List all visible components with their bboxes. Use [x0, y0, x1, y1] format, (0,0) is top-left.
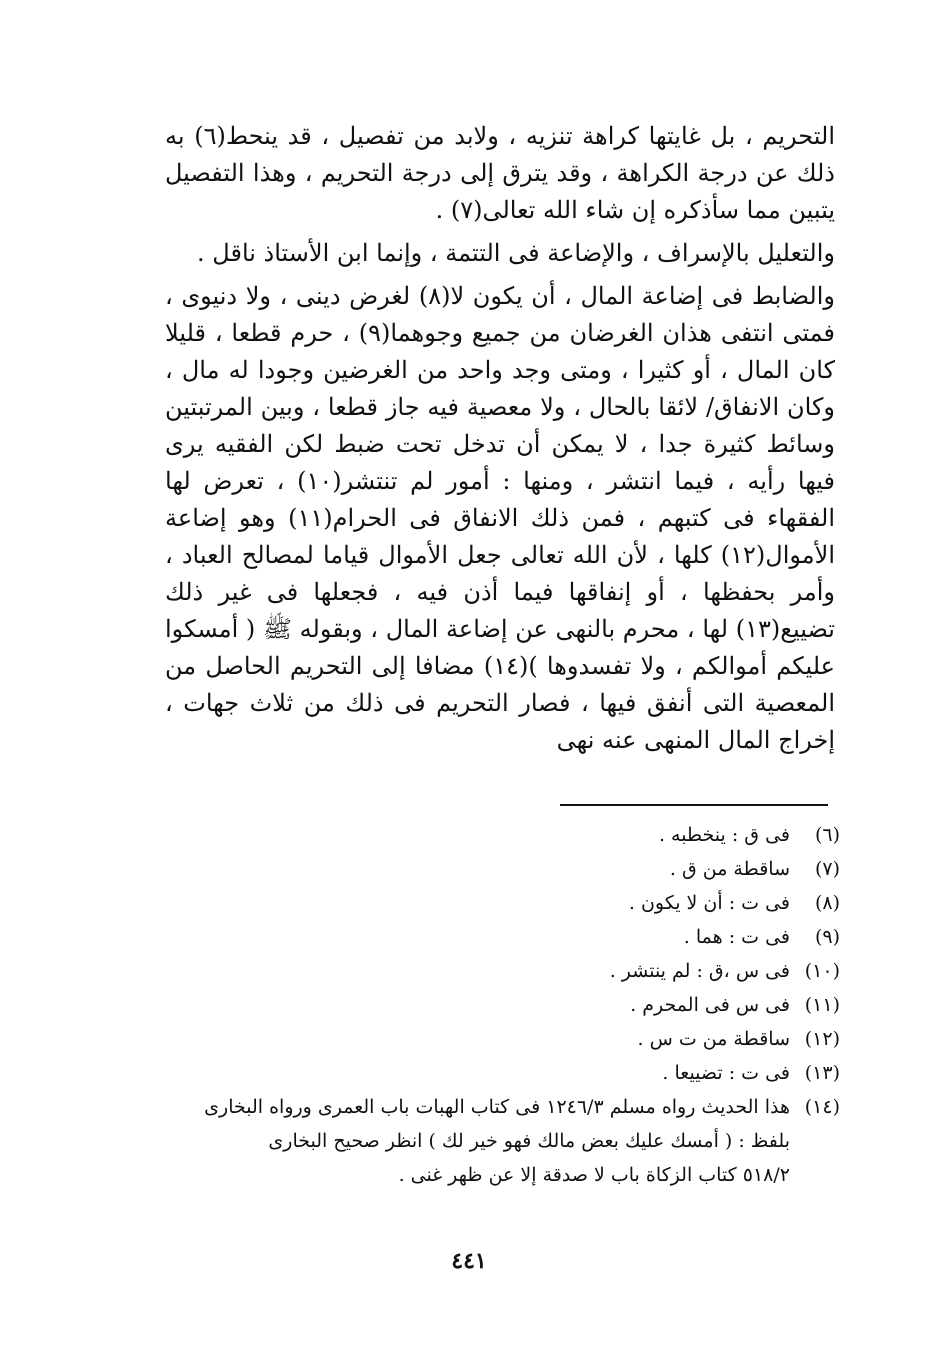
footnote-text: هذا الحديث رواه مسلم ١٢٤٦/٣ فى كتاب الهبات باب العمرى ورواه البخارى — [204, 1096, 790, 1118]
footnote-number: (٩) — [814, 926, 840, 948]
footnote-continuation: بلفظ : ( أمسك عليك بعض مالك فهو خير لك ) انظر صحيح البخارى — [268, 1130, 790, 1152]
paragraph-2: والتعليل بالإسراف ، والإضاعة فى التتمة ، وإنما ابن الأستاذ ناقل . — [197, 239, 835, 267]
footnote-text: فى ق : ينخطبه . — [658, 824, 790, 846]
footnote-14 — [160, 1090, 840, 1124]
footnote-number: (١١) — [804, 994, 840, 1016]
footnote-10 — [160, 954, 840, 988]
footnote-number: (١٤) — [804, 1096, 840, 1118]
footnote-7 — [160, 852, 840, 886]
footnote-8 — [160, 886, 840, 920]
footnote-number: (٨) — [814, 892, 840, 914]
footnote-9 — [160, 920, 840, 954]
footnote-separator — [560, 804, 828, 806]
footnote-number: (٧) — [814, 858, 840, 880]
footnote-12 — [160, 1022, 840, 1056]
footnote-text: ساقطة من ت س . — [637, 1028, 790, 1050]
footnote-text: ساقطة من ق . — [669, 858, 790, 880]
footnote-number: (٦) — [814, 824, 840, 846]
footnotes — [160, 818, 840, 1192]
footnote-continuation: ٥١٨/٢ كتاب الزكاة باب لا صدقة إلا عن ظهر غنى . — [398, 1164, 790, 1186]
main-text — [165, 118, 835, 759]
footnote-text: فى س ،ق : لم ينتشر . — [609, 960, 790, 982]
footnote-11 — [160, 988, 840, 1022]
footnote-text: فى ت : تضييعا . — [662, 1062, 790, 1084]
footnote-text: فى ت : هما . — [683, 926, 790, 948]
page-number: ٤٤١ — [451, 1248, 487, 1274]
footnote-number: (١٢) — [804, 1028, 840, 1050]
paragraph-3: والضابط فى إضاعة المال ، أن يكون لا(٨) لغرض دينى ، ولا دنيوى ، فمتى انتفى هذان الغرضان من جميع وجوهما(٩) ، حرم قطعا ، قليلا كان المال ، أو كثيرا ، ومتى وجد واحد من الغرضين وجودا له مال ، وكان الانفاق/ لائقا بالحال ، ولا معصية فيه جاز قطعا ، وبين المرتبتين وسائط كثيرة جدا ، لا يمكن أن تدخل تحت ضبط لكن الفقيه يرى فيها رأيه ، فيما انتشر ، ومنها : أمور لم تنتشر(١٠) ، تعرض لها الفقهاء فى كتبهم ، فمن ذلك الانفاق فى الحرام(١١) وهو إضاعة الأموال(١٢) كلها ، لأن الله تعالى جعل الأموال قياما لمصالح العباد ، وأمر بحفظها ، أو إنفاقها فيما أذن فيه ، فجعلها فى غير ذلك تضييع(١٣) لها ، محرم بالنهى عن إضاعة المال ، وبقوله ﷺ ( أمسكوا عليكم أموالكم ، ولا تفسدوها )(١٤) مضافا إلى التحريم الحاصل من المعصية التى أنفق فيها ، فصار التحريم فى ذلك من ثلاث جهات ، إخراج المال المنهى عنه نهى — [165, 282, 836, 754]
footnote-13 — [160, 1056, 840, 1090]
footnote-number: (١٠) — [804, 960, 840, 982]
footnote-number: (١٣) — [804, 1062, 840, 1084]
footnote-text: فى س فى المحرم . — [630, 994, 790, 1016]
paragraph-1: التحريم ، بل غايتها كراهة تنزيه ، ولابد من تفصيل ، قد ينحط(٦) به ذلك عن درجة الكراهة ، وقد يترق إلى درجة التحريم ، وهذا التفصيل يتبين مما سأذكره إن شاء الله تعالى(٧) . — [165, 122, 835, 224]
footnote-6 — [160, 818, 840, 852]
footnote-text: فى ت : أن لا يكون . — [628, 892, 790, 914]
